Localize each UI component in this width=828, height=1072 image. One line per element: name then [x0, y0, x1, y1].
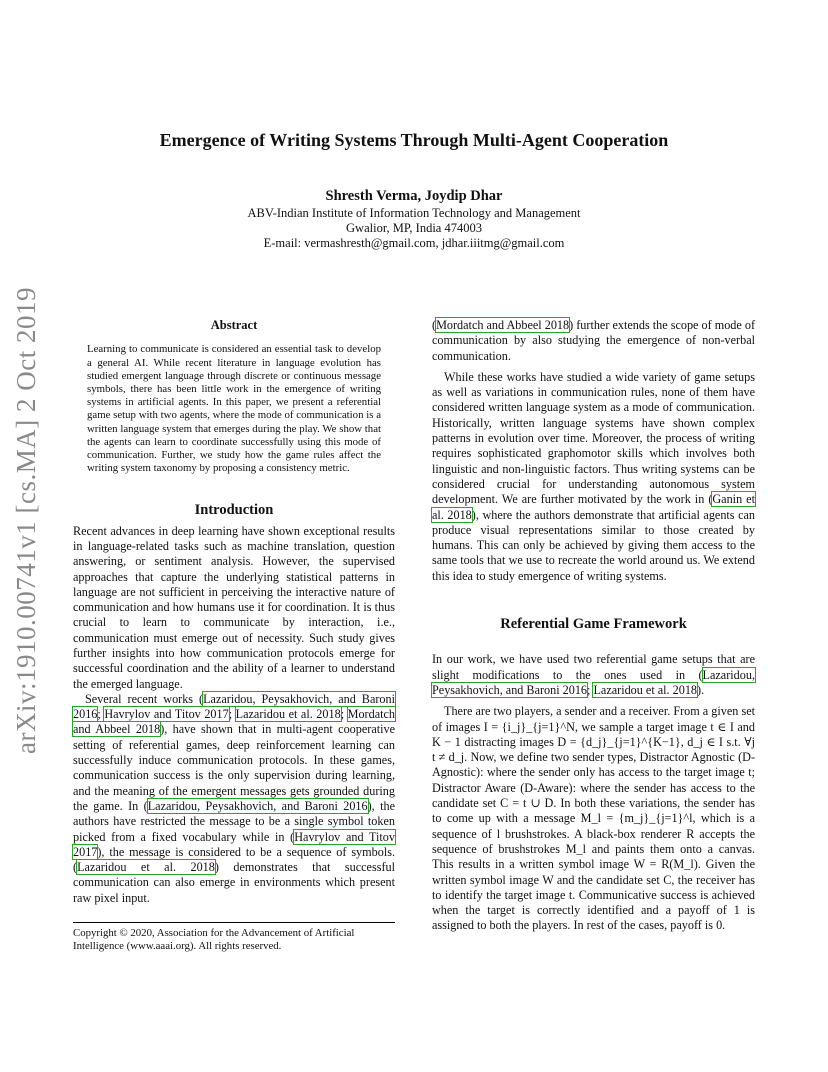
paper-title: Emergence of Writing Systems Through Multi-Agent Cooperation [159, 130, 669, 150]
introduction-heading: Introduction [194, 502, 274, 519]
right-paragraph-2: While these works have studied a wide variety of game setups as well as variations in communication rules, none of them have considered written language system as a mode of communication. Historically, written language systems have shown complex patterns in evolution over time. Moreover, the process of writing requires sophisticated graphomotor skills which involves both linguistic and non-linguistic factors. Thus writing systems can be considered crucial for understanding autonomous system development. We are further motivated by the work in (Ganin et al. 2018), where the authors demonstrate that artificial agents can produce visual representations similar to those created by humans. This can only be achieved by giving them access to the same tools that we use to recreate the world around us. We extend this idea to study emergence of writing systems. [432, 369, 756, 583]
citation-link[interactable]: Mordatch and Abbeel 2018 [436, 318, 570, 332]
affiliation-email[interactable]: E-mail: vermashresth@gmail.com, jdhar.iiitmg@gmail.com [263, 236, 565, 250]
arxiv-id-text: arXiv:1910.00741v1 [cs.MA] 2 Oct 2019 [10, 286, 41, 754]
framework-paragraph-1: In our work, we have used two referential game setups that are slight modifications to the ones used in (Lazaridou, Peysakhovich, and Baroni 2016; Lazaridou et al. 2018). [432, 652, 755, 697]
left-column [73, 318, 395, 906]
citation-link[interactable]: Lazaridou, Peysakhovich, and Baroni 2016 [147, 798, 368, 813]
citation-link[interactable]: Lazaridou, Peysakhovich, and Baroni 2016 [432, 667, 755, 697]
citation-link[interactable]: Havrylov and Titov 2017 [104, 707, 229, 722]
abstract-heading: Abstract [210, 318, 258, 332]
citation-link[interactable]: Lazaridou et al. 2018 [235, 707, 341, 722]
citation-link[interactable]: Ganin et al. 2018 [432, 492, 755, 522]
affiliation-institution: ABV-Indian Institute of Information Technology and Management [247, 206, 581, 220]
introduction-paragraph-1: Recent advances in deep learning have shown exceptional results in language-related tasks such as machine translation, question answering, or sentiment analysis. However, the supervised approaches that capture the underlying statistical patterns in language are not sufficient in perceiving the interactive nature of communication and how humans use it for coordination. It is thus crucial to learn to communicate by interaction, i.e., communication must emerge out of necessity. Such study gives further insights into how communication protocols emerge for successful coordination and the ability of a learner to understand the emerged language. [73, 523, 395, 691]
citation-link[interactable]: Lazaridou et al. 2018 [77, 860, 215, 875]
paper-authors: Shresth Verma, Joydip Dhar [325, 188, 503, 204]
right-column [432, 318, 755, 934]
framework-heading: Referential Game Framework [500, 616, 687, 633]
citation-link[interactable]: Lazaridou, Peysakhovich, and Baroni 2016 [73, 691, 395, 722]
author-affiliation [72, 206, 756, 251]
introduction-paragraph-2: Several recent works (Lazaridou, Peysakhovich, and Baroni 2016; Havrylov and Titov 2017; Lazaridou et al. 2018; Mordatch and Abbeel 2018), have shown that in multi-agent cooperative setting of referential games, deep reinforcement learning can successfully induce communication protocols. In these games, communication success is the only supervision during learning, and the meaning of the emergent messages gets grounded during the game. In (Lazaridou, Peysakhovich, and Baroni 2016), the authors have restricted the message to be a single symbol token picked from a fixed vocabulary while in (Havrylov and Titov 2017), the message is considered to be a sequence of symbols. (Lazaridou et al. 2018) demonstrates that successful communication can also emerge in environments which present raw pixel input. [73, 691, 396, 905]
framework-paragraph-2: There are two players, a sender and a receiver. From a given set of images I = {i_j}_{j=1}^N, we sample a target image t ∈ I and K − 1 distracting images D = {d_j}_{j=1}^{K−1}, d_j ∈ I s.t. ∀j t ≠ d_j. Now, we define two sender types, Distractor Agnostic (D-Agnostic): where the sender only has access to the target image t; Distractor Aware (D-Aware): where the sender has access to the candidate set C = t ∪ D. In both these variations, the sender has to come up with a message M_l = {m_j}_{j=1}^l, which is a sequence of l brushstrokes. A black-box renderer R accepts the sequence of brushstrokes M_l and paints them onto a canvas. This results in a written symbol image W = R(M_l). Given the written symbol image W and the candidate set C, the receiver has to identify the target image t. Communicative success is achieved when the target is correctly identified and a payoff of 1 is assigned to both the players. In rest of the cases, payoff is 0. [432, 704, 755, 933]
arxiv-id-stamp [4, 286, 48, 754]
affiliation-location: Gwalior, MP, India 474003 [346, 221, 482, 235]
citation-link[interactable]: Havrylov and Titov 2017 [73, 829, 395, 859]
abstract-text: Learning to communicate is considered an essential task to develop a general AI. While recent literature in language evolution has studied emergent language through discrete or continuous message symbols, there has been little work in the emergence of writing systems in artificial agents. In this paper, we present a referential game setup with two agents, where the mode of communication is a written language system that emerges during the play. We show that the agents can learn to coordinate successfully using this mode of communication. Further, we study how the game rules affect the writing system taxonomy by proposing a consistency metric. [87, 343, 381, 475]
copyright-footnote: Copyright © 2020, Association for the Advancement of Artificial Intelligence (www.aaai.org). All rights reserved. [73, 922, 395, 953]
right-paragraph-1: (Mordatch and Abbeel 2018) further extends the scope of mode of communication by also studying the emergence of non-verbal communication. [432, 318, 756, 363]
citation-link[interactable]: Lazaridou et al. 2018 [593, 682, 698, 697]
citation-link[interactable]: Mordatch and Abbeel 2018 [73, 707, 396, 737]
